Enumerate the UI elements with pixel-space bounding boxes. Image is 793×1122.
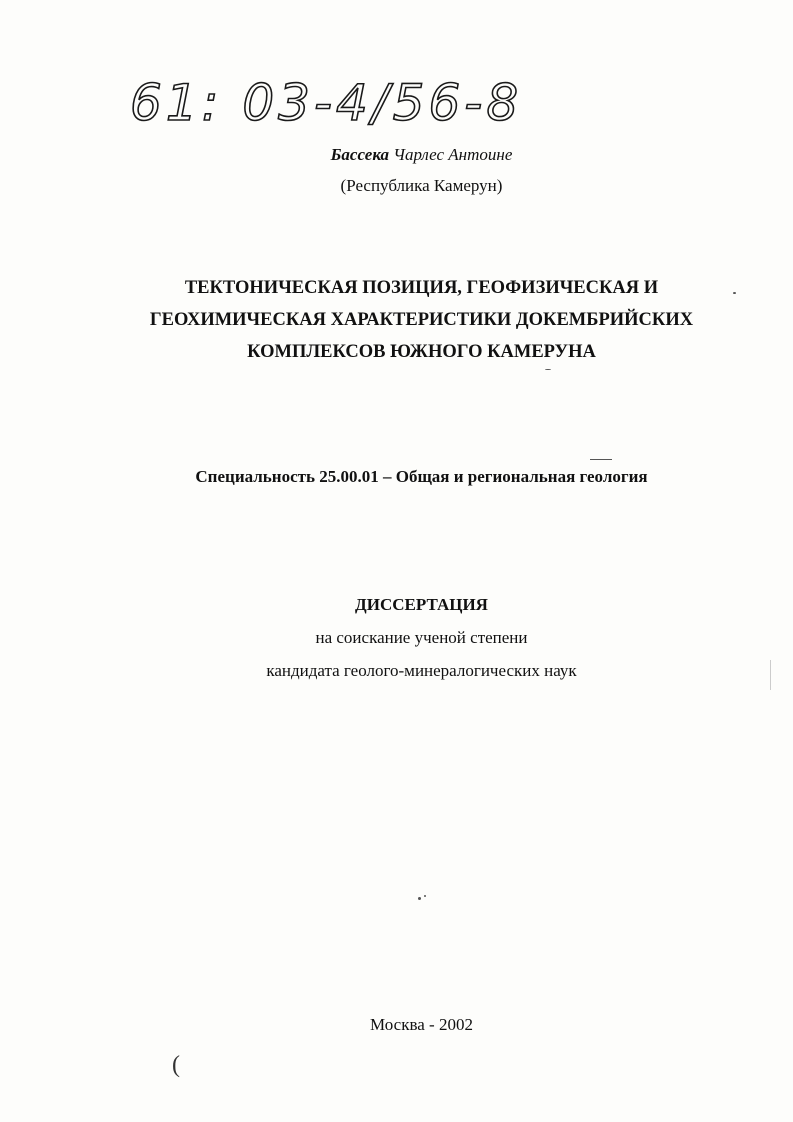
- degree-line: кандидата геолого-минералогических наук: [266, 661, 577, 680]
- title-line: ГЕОХИМИЧЕСКАЯ ХАРАКТЕРИСТИКИ ДОКЕМБРИЙСКИХ: [149, 310, 694, 330]
- place-year: Москва - 2002: [370, 1015, 473, 1034]
- title-line: ТЕКТОНИЧЕСКАЯ ПОЗИЦИЯ, ГЕОФИЗИЧЕСКАЯ И: [184, 278, 659, 298]
- scan-speck: [424, 895, 426, 897]
- handwritten-archive-code: [130, 68, 550, 148]
- scan-speck: [545, 369, 551, 370]
- author-country: (Республика Камерун): [340, 176, 503, 195]
- margin-mark: (: [172, 1052, 180, 1078]
- work-type-heading: ДИССЕРТАЦИЯ: [355, 595, 488, 614]
- scan-speck: [733, 292, 736, 294]
- scan-speck: [770, 660, 771, 690]
- archive-code-text: 61: 03-4/56-8: [130, 74, 523, 132]
- scan-speck: [590, 459, 612, 460]
- specialty-line: Специальность 25.00.01 – Общая и региональная геология: [195, 467, 648, 486]
- dissertation-title: [0, 272, 793, 368]
- degree-line: на соискание ученой степени: [315, 628, 528, 647]
- author-given-names: Чарлес Антоине: [393, 145, 513, 164]
- author-name: [0, 145, 793, 165]
- author-surname: Бассека: [330, 145, 390, 164]
- title-line: КОМПЛЕКСОВ ЮЖНОГО КАМЕРУНА: [247, 342, 596, 362]
- scan-speck: [418, 897, 421, 900]
